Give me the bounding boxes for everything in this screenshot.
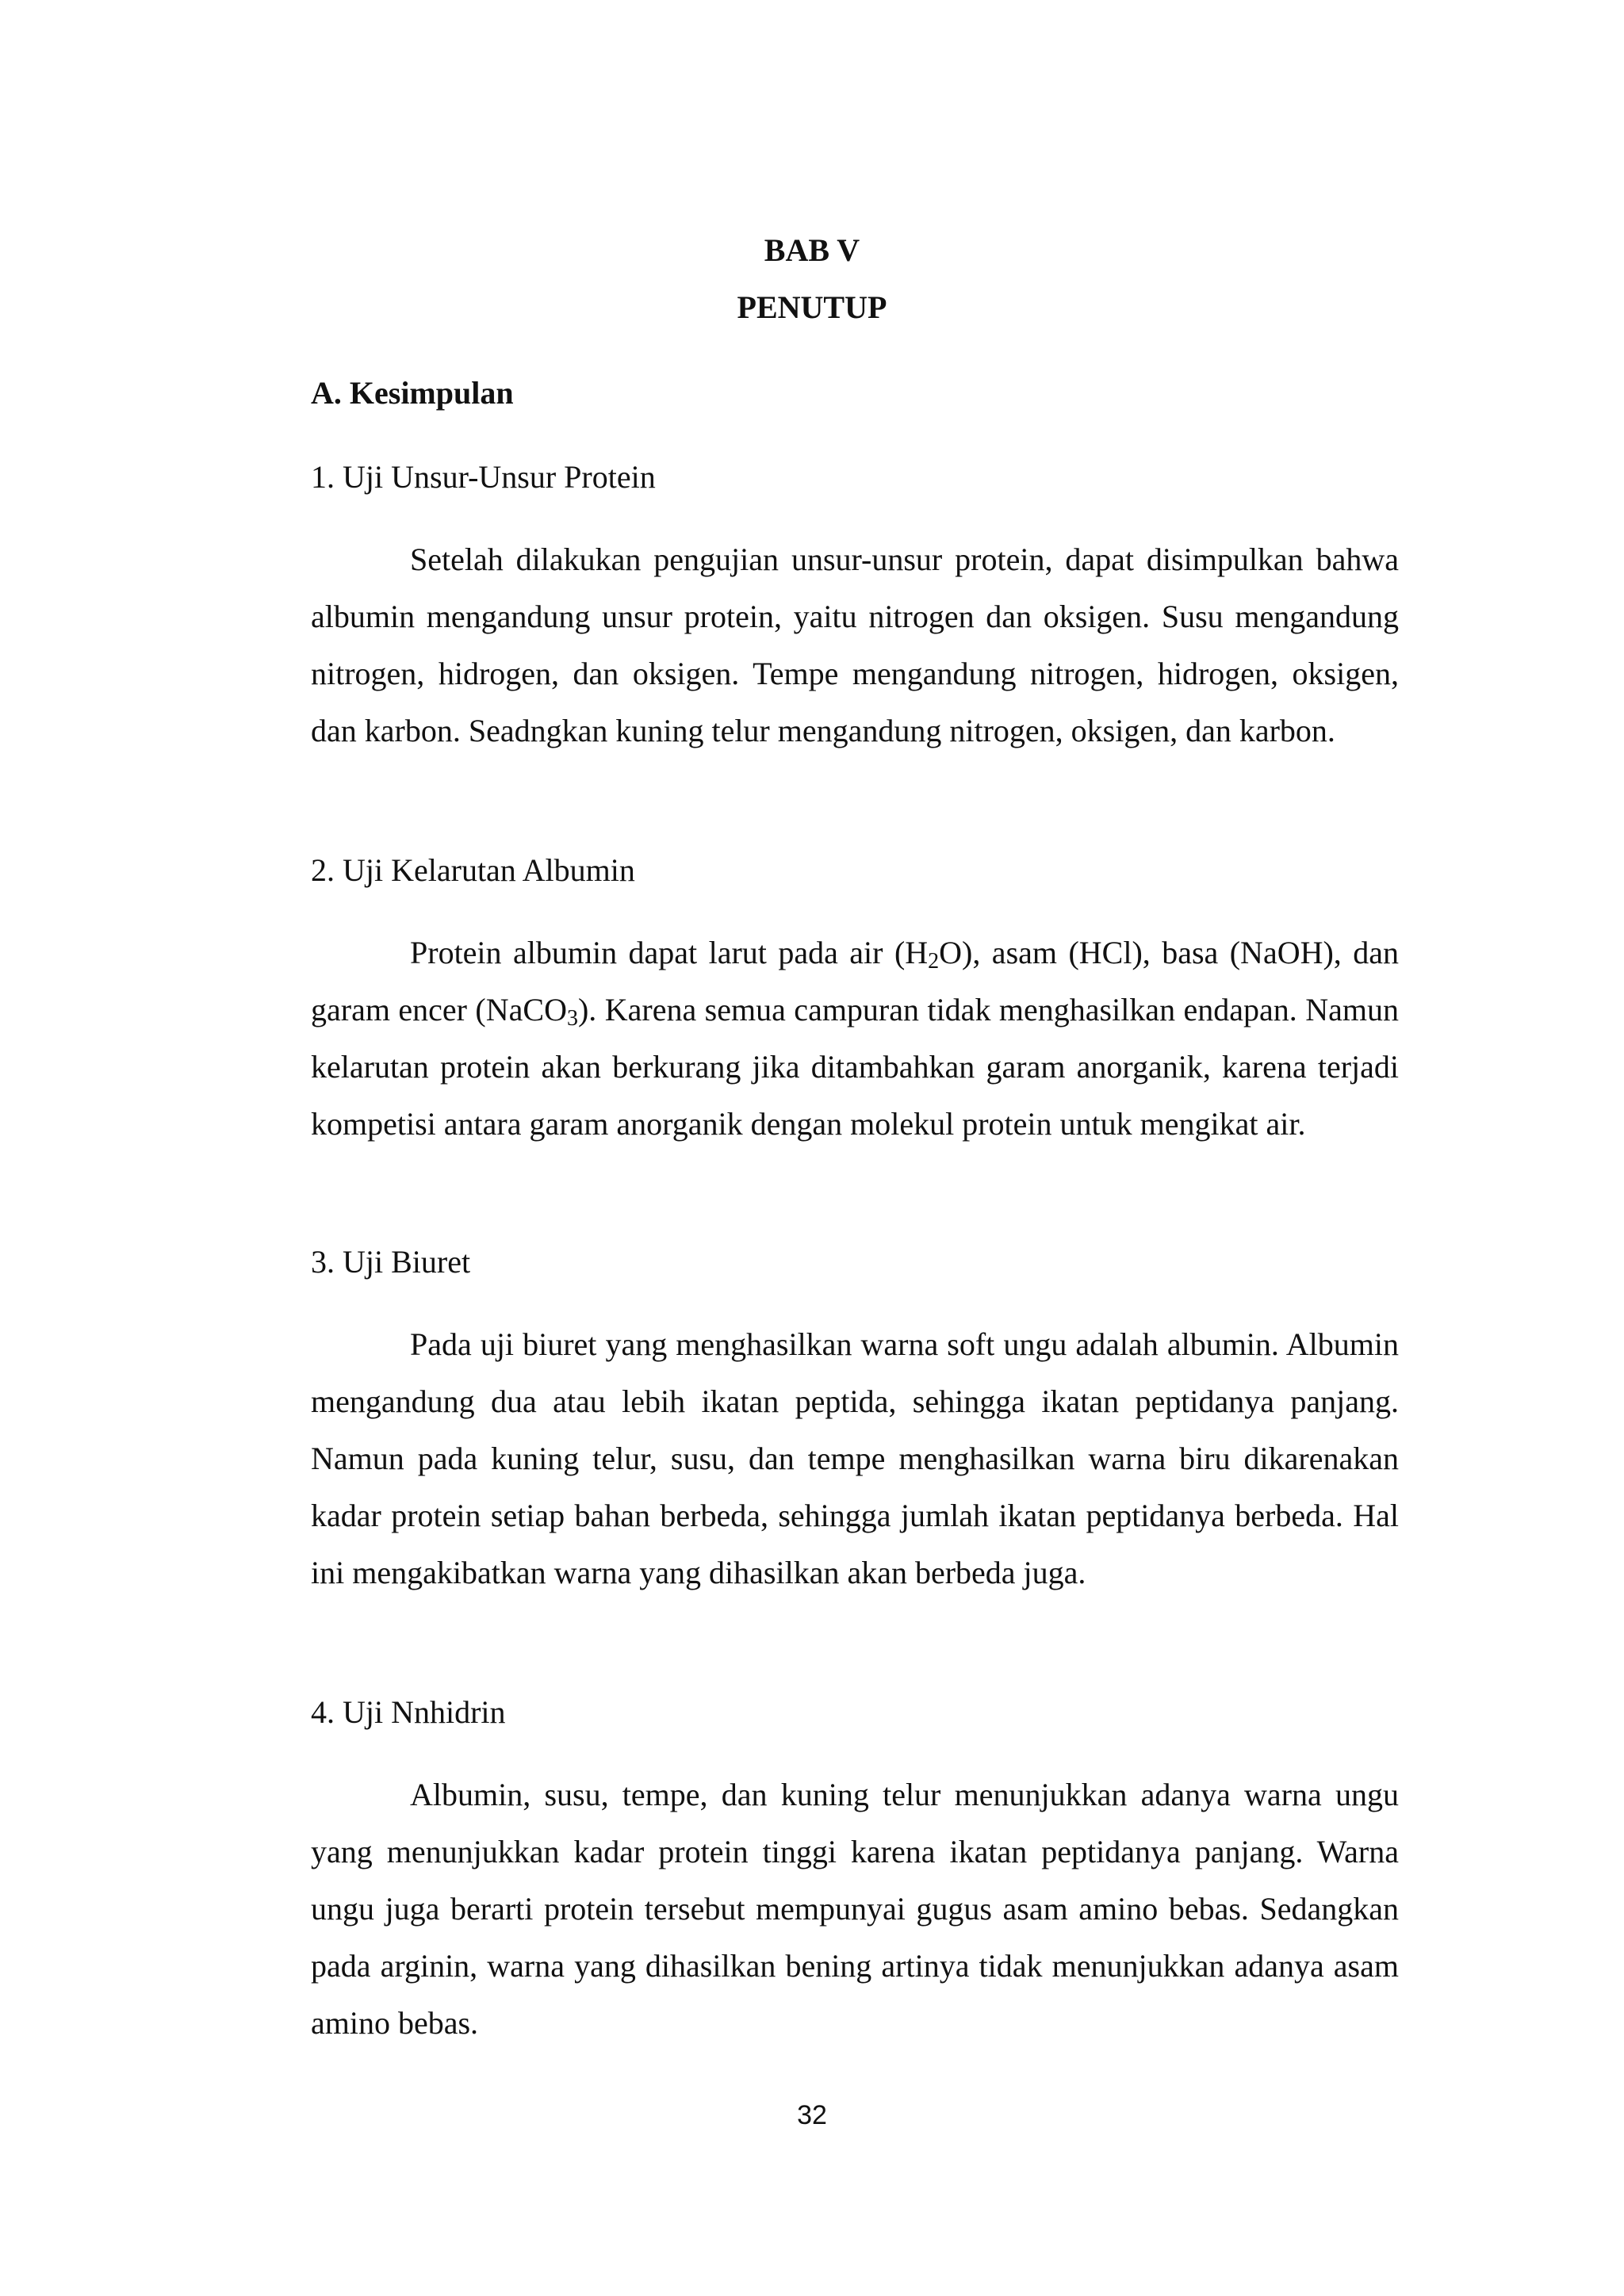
subscript-naco3: 3 bbox=[566, 1006, 578, 1031]
paragraph-uji-kelarutan-part-2: O), asam (HCl), basa (NaOH), dan garam encer (NaCO bbox=[311, 935, 1399, 1027]
section-heading-kesimpulan: A. Kesimpulan bbox=[311, 375, 514, 411]
paragraph-uji-ninhidrin: Albumin, susu, tempe, dan kuning telur menunjukkan adanya warna ungu yang menunjukkan kadar protein tinggi karena ikatan peptidanya panjang. Warna ungu juga berarti protein tersebut mempunyai gugus asam amino bebas. Sedangkan pada arginin, warna yang dihasilkan bening artinya tidak menunjukkan adanya asam amino bebas. bbox=[311, 1777, 1399, 2041]
subsection-heading-uji-ninhidrin: 4. Uji Nnhidrin bbox=[311, 1694, 506, 1730]
paragraph-uji-unsur: Setelah dilakukan pengujian unsur-unsur protein, dapat disimpulkan bahwa albumin mengandung unsur protein, yaitu nitrogen dan oksigen. Susu mengandung nitrogen, hidrogen, dan oksigen. Tempe mengandung nitrogen, hidrogen, oksigen, dan karbon. Seadngkan kuning telur mengandung nitrogen, oksigen, dan karbon. bbox=[311, 541, 1399, 748]
paragraph-uji-kelarutan-part-3: ). Karena semua campuran tidak menghasilkan endapan. Namun kelarutan protein akan berkurang jika ditambahkan garam anorganik, karena terjadi kompetisi antara garam anorganik dengan molekul protein untuk mengikat air. bbox=[311, 992, 1399, 1142]
page-number: 32 bbox=[797, 2100, 827, 2130]
chapter-title: PENUTUP bbox=[737, 289, 887, 325]
paragraph-uji-biuret: Pada uji biuret yang menghasilkan warna soft ungu adalah albumin. Albumin mengandung dua atau lebih ikatan peptida, sehingga ikatan peptidanya panjang. Namun pada kuning telur, susu, dan tempe menghasilkan warna biru dikarenakan kadar protein setiap bahan berbeda, sehingga jumlah ikatan peptidanya berbeda. Hal ini mengakibatkan warna yang dihasilkan akan berbeda juga. bbox=[311, 1326, 1399, 1590]
subsection-heading-uji-unsur: 1. Uji Unsur-Unsur Protein bbox=[311, 459, 656, 495]
chapter-number: BAB V bbox=[764, 232, 860, 268]
paragraph-uji-kelarutan bbox=[311, 924, 1399, 1153]
paragraph-uji-kelarutan-part-1: Protein albumin dapat larut pada air (H bbox=[410, 935, 929, 970]
subsection-heading-uji-biuret: 3. Uji Biuret bbox=[311, 1244, 471, 1280]
subscript-h2o: 2 bbox=[928, 949, 940, 974]
subsection-heading-uji-kelarutan: 2. Uji Kelarutan Albumin bbox=[311, 852, 635, 888]
